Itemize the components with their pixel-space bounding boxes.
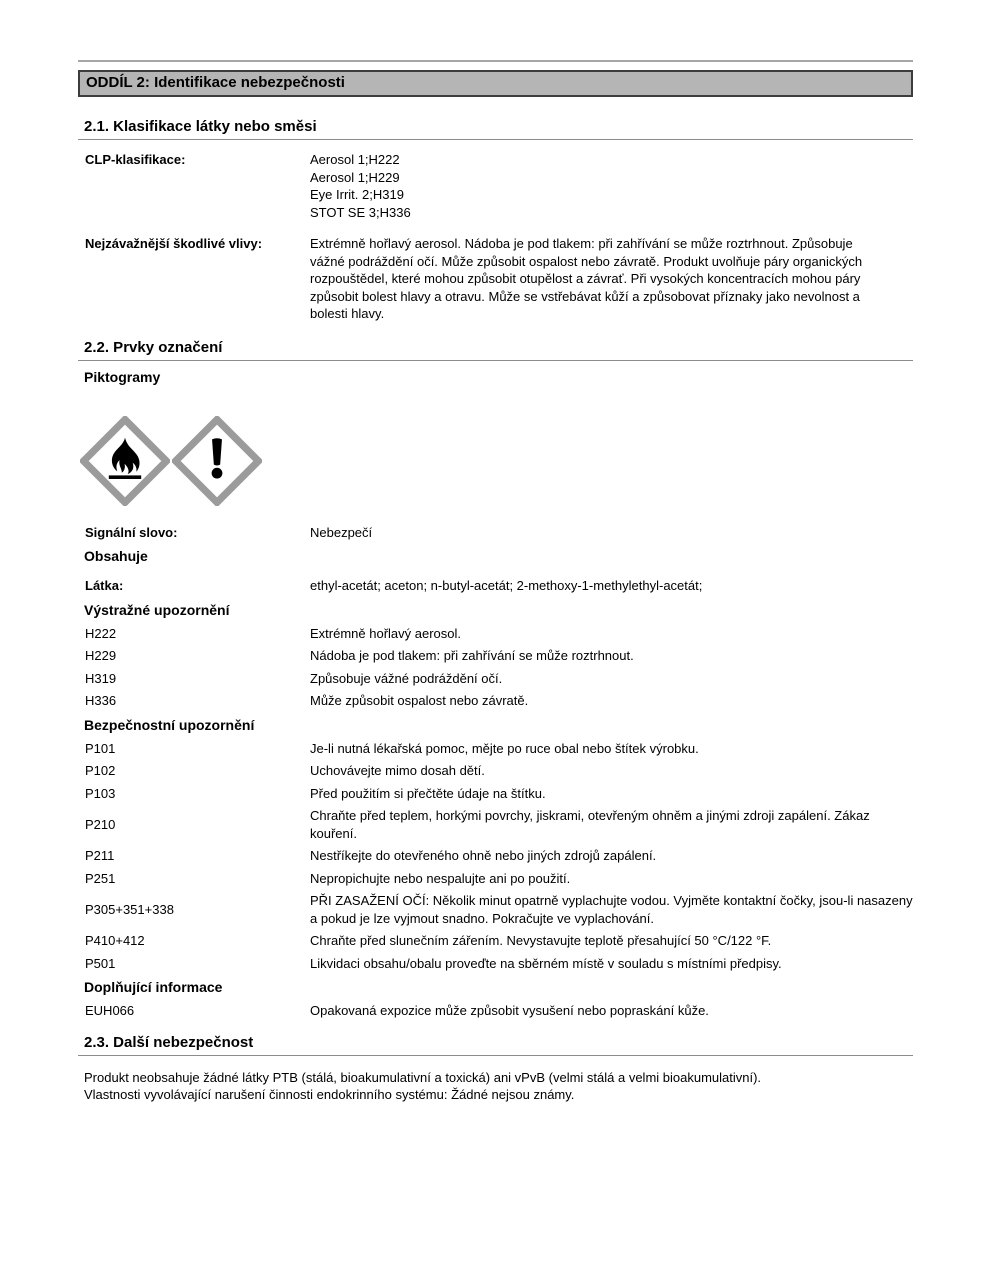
precaution-code: P410+412 <box>85 933 145 948</box>
substance-value: ethyl-acetát; aceton; n-butyl-acetát; 2-methoxy-1-methylethyl-acetát; <box>310 578 703 593</box>
precaution-text: Před použitím si přečtěte údaje na štítku. <box>310 785 546 801</box>
substance-row <box>78 577 913 595</box>
clp-line: Eye Irrit. 2;H319 <box>310 187 404 202</box>
other-hazards-paragraph <box>78 1069 913 1104</box>
hazard-code: H319 <box>85 670 117 686</box>
hazard-text: Extrémně hořlavý aerosol. <box>310 625 462 641</box>
hazard-statement-row <box>78 647 913 665</box>
precautionary-statement-row <box>78 785 913 803</box>
precaution-code: P211 <box>85 848 115 863</box>
clp-classification-row <box>78 151 913 221</box>
hazard-text: Může způsobit ospalost nebo závratě. <box>310 693 529 708</box>
precautionary-statement-row <box>78 740 913 758</box>
hazard-statements-heading: Výstražné upozornění <box>84 601 230 618</box>
hazard-text: Způsobuje vážné podráždění očí. <box>310 670 503 686</box>
precaution-code: P210 <box>85 816 116 832</box>
flame-pictogram-icon <box>80 416 170 506</box>
signal-word-row <box>78 524 913 542</box>
other-hazards-line: Vlastnosti vyvolávající narušení činnosti endokrinního systému: Žádné nejsou známy. <box>84 1087 575 1102</box>
precautionary-statement-row <box>78 955 913 973</box>
precautionary-statement-row <box>78 870 913 888</box>
signal-word-value: Nebezpečí <box>310 524 373 540</box>
precaution-text: Nepropichujte nebo nespalujte ani po použití. <box>310 870 571 886</box>
precaution-text: Nestříkejte do otevřeného ohně nebo jiných zdrojů zapálení. <box>310 848 657 863</box>
heading-2-1: 2.1. Klasifikace látky nebo směsi <box>78 118 913 140</box>
clp-line: Aerosol 1;H222 <box>310 152 400 167</box>
page-top-rule <box>78 60 913 62</box>
substance-label: Látka: <box>85 578 124 593</box>
hazard-code: H229 <box>85 648 117 663</box>
other-hazards-line: Produkt neobsahuje žádné látky PTB (stálá, bioakumulativní a toxická) ani vPvB (velmi stálá a velmi bioakumulativní). <box>84 1069 762 1085</box>
adverse-effects-text: Extrémně hořlavý aerosol. Nádoba je pod tlakem: při zahřívání se může roztrhnout. Způsobuje vážné podráždění očí. Může způsobit ospalost nebo závratě. Produkt uvolňuje páry organických rozpouštědel, které mohou způsobit otupělost a závrať. Při vysokých koncentracích mohou páry způsobit bolest hlavy a otravu. Může se vstřebávat kůží a způsobovat příznaky jako nevolnost a bolesti hlavy. <box>310 236 863 321</box>
precaution-text: Chraňte před teplem, horkými povrchy, jiskrami, otevřeným ohněm a jinými zdroji zapálení. Zákaz kouření. <box>310 808 870 841</box>
precaution-text: Likvidaci obsahu/obalu proveďte na sběrném místě v souladu s místními předpisy. <box>310 955 782 971</box>
heading-2-2: 2.2. Prvky označení <box>78 339 913 361</box>
hazard-statement-row <box>78 692 913 710</box>
precautionary-statement-row <box>78 932 913 950</box>
precautionary-statement-row <box>78 807 913 842</box>
exclamation-pictogram-icon <box>172 416 262 506</box>
supplemental-code: EUH066 <box>85 1003 135 1018</box>
adverse-effects-row <box>78 235 913 323</box>
supplemental-statement-row <box>78 1002 913 1020</box>
supplemental-info-heading: Doplňující informace <box>84 979 223 995</box>
section-2-title: ODDÍL 2: Identifikace nebezpečnosti <box>86 74 345 91</box>
precaution-text: Chraňte před slunečním zářením. Nevystavujte teplotě přesahující 50 °C/122 °F. <box>310 933 772 948</box>
precautionary-statement-row <box>78 892 913 927</box>
clp-label: CLP-klasifikace: <box>85 152 186 167</box>
clp-line: Aerosol 1;H229 <box>310 169 400 185</box>
precautionary-statements-heading: Bezpečnostní upozornění <box>84 716 255 733</box>
signal-word-label: Signální slovo: <box>85 524 178 540</box>
precaution-text: PŘI ZASAŽENÍ OČÍ: Několik minut opatrně vyplachujte vodou. Vyjměte kontaktní čočky, jsou-li nasazeny a pokud je lze vyjmout snadno. Pokračujte ve vyplachování. <box>310 893 913 926</box>
heading-2-3: 2.3. Další nebezpečnost <box>78 1034 913 1056</box>
hazard-code: H222 <box>85 625 117 641</box>
supplemental-text: Opakovaná expozice může způsobit vysušení nebo popraskání kůže. <box>310 1003 709 1018</box>
contains-heading: Obsahuje <box>84 548 148 564</box>
section-2-header <box>78 70 913 97</box>
precautionary-statement-row <box>78 762 913 780</box>
pictograms <box>78 416 913 506</box>
precaution-code: P102 <box>85 763 116 778</box>
clp-values <box>310 151 913 221</box>
precautionary-statement-row <box>78 847 913 865</box>
precaution-code: P103 <box>85 785 116 801</box>
sds-page <box>78 0 913 1104</box>
precaution-code: P305+351+338 <box>85 901 174 917</box>
pictograms-heading: Piktogramy <box>84 368 161 385</box>
precaution-code: P501 <box>85 955 116 971</box>
precaution-text: Uchovávejte mimo dosah dětí. <box>310 763 485 778</box>
adverse-effects-label: Nejzávažnější škodlivé vlivy: <box>85 236 263 251</box>
hazard-code: H336 <box>85 693 117 708</box>
precaution-code: P101 <box>85 740 116 756</box>
hazard-statement-row <box>78 670 913 688</box>
precaution-text: Je-li nutná lékařská pomoc, mějte po ruce obal nebo štítek výrobku. <box>310 740 699 756</box>
hazard-statement-row <box>78 625 913 643</box>
precaution-code: P251 <box>85 870 116 886</box>
clp-line: STOT SE 3;H336 <box>310 204 411 220</box>
hazard-text: Nádoba je pod tlakem: při zahřívání se může roztrhnout. <box>310 648 634 663</box>
